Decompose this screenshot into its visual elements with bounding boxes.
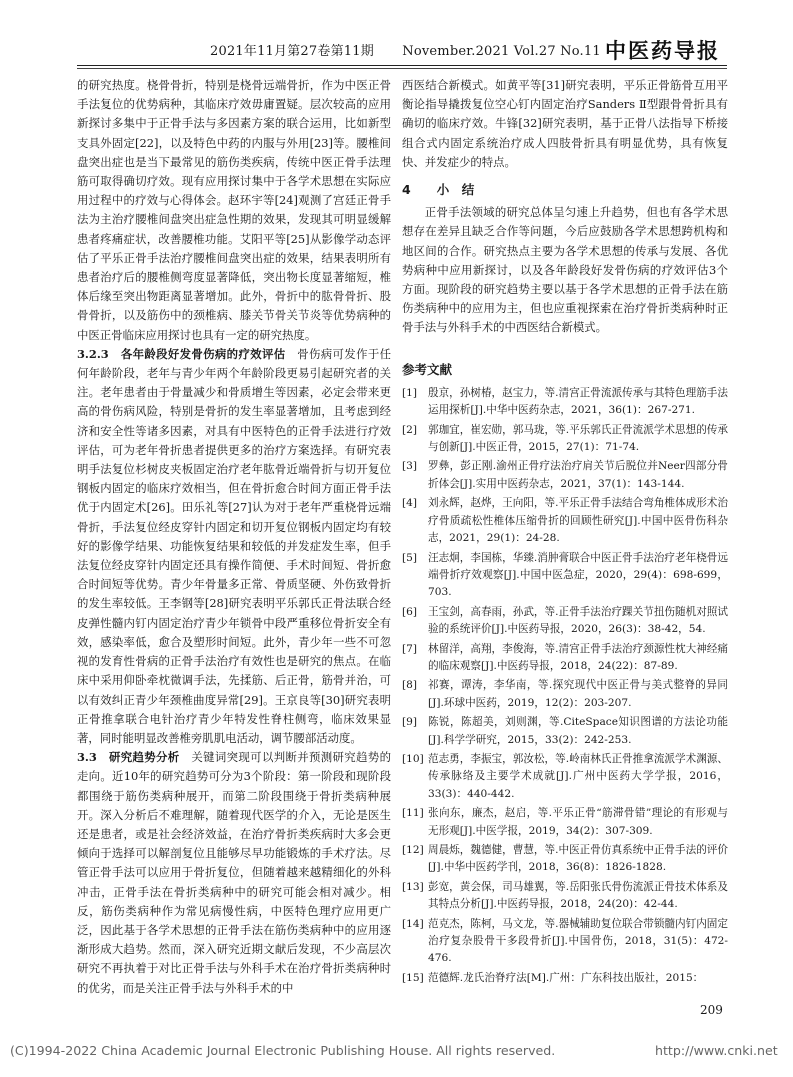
reference-item <box>402 751 728 803</box>
reference-item <box>402 604 728 639</box>
reference-text: 罗彝，彭正刚.渝州正骨疗法治疗肩关节后脱位并Neer四部分骨折体会[J].实用中医药杂志，2021，37(1)：143-144. <box>428 460 728 490</box>
reference-number: [13] <box>402 880 424 893</box>
reference-number: [8] <box>402 679 418 692</box>
reference-number: [15] <box>402 971 424 984</box>
subsection-heading: 3.2.3 各年龄段好发骨伤病的疗效评估 <box>77 346 286 361</box>
references-heading: 参考文献 <box>402 361 453 377</box>
journal-logo: 中医药导报 <box>605 39 720 63</box>
reference-number: [1] <box>402 386 418 399</box>
reference-item <box>402 805 728 840</box>
reference-item <box>402 677 728 712</box>
reference-number: [9] <box>402 716 418 729</box>
cnki-link[interactable]: http://www.cnki.net <box>655 1043 778 1058</box>
summary-paragraph: 正骨手法领域的研究总体呈匀速上升趋势，但也有各学术思想存在差异且缺乏合作等问题，今后应鼓励各学术思想跨机构和地区间的合作。研究热点主要为各学术思想的传承与发展、各优势病种中应用新探讨，以及各年龄段好发骨伤病的疗效评估3个方面。现阶段的研究趋势主要以基于各学术思想的正骨手法在筋伤类病种中的应用为主，但也应重视探索在治疗骨折类病种时正骨手法与外科手术的中西医结合新模式。 <box>402 205 728 335</box>
reference-item <box>402 422 728 457</box>
right-column <box>402 76 728 989</box>
subsection-heading: 3.3 研究趋势分析 <box>77 750 180 765</box>
reference-number: [4] <box>402 497 418 510</box>
page-header <box>0 0 793 68</box>
header-rule <box>77 65 727 66</box>
reference-item <box>402 550 728 602</box>
reference-item <box>402 916 728 968</box>
header-rule-thin <box>77 68 727 69</box>
reference-number: [7] <box>402 642 418 655</box>
issue-info <box>210 40 625 59</box>
reference-number: [5] <box>402 551 418 564</box>
reference-item <box>402 385 728 420</box>
issue-date-en: November.2021 Vol.27 No.11 <box>402 44 601 59</box>
page-number: 209 <box>700 1003 723 1017</box>
reference-text: 范克杰，陈柯，马文龙，等.器械辅助复位联合带锁髓内钉内固定治疗复杂股骨干多段骨折[J].中国骨伤，2018，31(5)：472-476. <box>428 917 728 965</box>
reference-item <box>402 458 728 493</box>
reference-text: 彭宽，黄会保，司马雄翼，等.岳阳张氏骨伤流派正骨技术体系及其特点分析[J].中医药导报，2018，24(20)：42-44. <box>428 880 728 911</box>
reference-item <box>402 879 728 914</box>
reference-text: 范德辉.龙氏治脊疗法[M].广州：广东科技出版社，2015： <box>428 971 704 984</box>
reference-text: 祁赛，谭涛，李华南，等.探究现代中医正骨与美式整脊的异同[J].环球中医药，2019，12(2)：203-207. <box>428 679 728 709</box>
reference-text: 张向东，廉杰，赵启，等.平乐正骨“筋滞骨错”理论的有形观与无形观[J].中医学报，2019，34(2)：307-309. <box>428 807 728 837</box>
reference-number: [11] <box>402 807 424 820</box>
issue-date-cn: 2021年11月第27卷第11期 <box>210 44 374 59</box>
copyright-text: (C)1994-2022 China Academic Journal Electronic Publishing House. All rights reserved. <box>10 1043 556 1058</box>
subsection-3-3 <box>77 748 391 998</box>
reference-number: [3] <box>402 460 418 473</box>
reference-number: [12] <box>402 844 424 856</box>
reference-text: 殷京，孙树椿，赵宝力，等.清宫正骨流派传承与其特色理筋手法运用探析[J].中华中医药杂志，2021，36(1)：267-271. <box>428 386 728 417</box>
reference-text: 刘永辉，赵烨，王向阳，等.平乐正骨手法结合弯角椎体成形术治疗骨质疏松性椎体压缩骨折的回顾性研究[J].中国中医骨伤科杂志，2021，29(1)：24-28. <box>428 497 728 545</box>
reference-text: 陈锐，陈超美，刘则渊，等.CiteSpace知识图谱的方法论功能[J].科学学研究，2015，33(2)：242-253. <box>428 716 728 746</box>
reference-number: [2] <box>402 423 418 436</box>
subsection-body: 关键词突现可以判断并预测研究趋势的走向。近10年的研究趋势可分为3个阶段：第一阶段和现阶段都围绕于筋伤类病种展开，而第二阶段围绕于骨折类病种展开。深入分析后不难理解，随着现代医学的介入，无论是医生还是患者，或是社会经济效益，在治疗骨折类疾病时大多会更倾向于选择可以解剖复位且能够尽早功能锻炼的手术疗法。尽管正骨手法可以应用于骨折复位，但随着越来越精细化的外科冲击，正骨手法在骨折类病种中的研究可能会相对减少。相反，筋伤类病种作为常见病慢性病，中医特色理疗应用更广泛，因此基于各学术思想的正骨手法在筋伤类病种中的应用逐渐形成大趋势。然而，深入研究近期文献后发现，不少高层次研究不再执着于对比正骨手法与外科手术在治疗骨折类病种时的优劣，而是关注正骨手法与外科手术的中 <box>77 750 391 995</box>
subsection-body: 骨伤病可发作于任何年龄阶段，老年与青少年两个年龄阶段更易引起研究者的关注。老年患者由于骨量减少和骨质增生等因素，必定会带来更高的骨伤病风险，特别是骨折的发生率显著增加，且考虑到经济和安全性等诸多因素，对具有中医特色的正骨手法进行疗效评估，可为老年骨折患者提供更多的治疗方案选择。有研究表明手法复位杉树皮夹板固定治疗老年肱骨近端骨折与切开复位钢板内固定的临床疗效相当，但在骨折愈合时间方面正骨手法优于内固定术[26]。田乐礼等[27]认为对于老年严重桡骨远端骨折，手法复位经皮穿针内固定和切开复位钢板内固定均有较好的影像学结果、功能恢复结果和较低的并发症发生率，但手法复位经皮穿针内固定还具有操作简便、手术时间短、骨折愈合时间短等优势。青少年骨量多正常、骨质坚硬、外伤致骨折的发生率较低。王李钢等[28]研究表明平乐郭氏正骨法联合经皮弹性髓内钉内固定治疗青少年锁骨中段严重移位骨折安全有效，感染率低，愈合及塑形时间短。此外，青少年一些不可忽视的发育性骨病的正骨手法治疗有效性也是研究的焦点。在临床中采用仰卧牵枕微调手法，先揉筋、后正骨，筋骨并治，可以有效纠正青少年颈椎曲度异常[29]。王京良等[30]研究表明正骨推拿联合电针治疗青少年特发性脊柱侧弯，临床效果显著，同时能明显改善椎旁肌肌电活动，调节腰部活动度。 <box>77 346 391 745</box>
reference-number: [10] <box>402 752 424 765</box>
reference-text: 林留洋，高翔，李俊海，等.清宫正骨手法治疗颈源性枕大神经痛的临床观察[J].中医药导报，2018，24(22)：87-89. <box>428 642 728 672</box>
paragraph: 的研究热度。桡骨骨折，特别是桡骨远端骨折，作为中医正骨手法复位的优势病种，其临床疗效毋庸置疑。层次较高的应用新探讨多集中于正骨手法与多因素方案的联合运用，比如新型支具外固定[22]，以及特色中药的内服与外用[23]等。腰椎间盘突出症也是当下最常见的筋伤类疾病，传统中医正骨手法理筋可取得确切疗效。现有应用探讨集中于各学术思想在实际应用过程中的疗效与心得体会。赵环宇等[24]观测了宫廷正骨手法为主治疗腰椎间盘突出症急性期的效果，发现其可明显缓解患者疼痛症状，改善腰椎功能。艾阳平等[25]从影像学动态评估了平乐正骨手法治疗腰椎间盘突出症的效果，结果表明所有患者治疗后的腰椎侧弯度显著降低，突出物长度显著缩短，椎体后缘至突出物距离显著增加。此外，骨折中的肱骨骨折、股骨骨折，以及筋伤中的颈椎病、膝关节骨关节炎等优势病种的中医正骨临床应用探讨也具有一定的研究热度。 <box>77 78 391 342</box>
reference-text: 范志勇，李振宝，郭汝松，等.岭南林氏正骨推拿流派学术渊源、传承脉络及主要学术成就[J].广州中医药大学学报，2016，33(3)：440-442. <box>428 752 728 800</box>
reference-number: [14] <box>402 917 424 930</box>
reference-item <box>402 842 728 877</box>
paragraph: 西医结合新模式。如黄平等[31]研究表明，平乐正骨筋骨互用平衡论指导撬拨复位空心钉内固定治疗Sanders Ⅱ型跟骨骨折具有确切的临床疗效。牛锋[32]研究表明，基于正骨八法指导下桥接组合式内固定系统治疗成人四肢骨折具有明显优势，具有恢复快、并发症少的特点。 <box>402 78 728 169</box>
reference-list <box>402 385 728 987</box>
reference-text: 周晨烁，魏德健，曹慧，等.中医正骨仿真系统中正骨手法的评价[J].中华中医药学刊，2018，36(8)：1826-1828. <box>428 844 728 874</box>
subsection-3-2-3 <box>77 345 391 748</box>
section-title: 小 结 <box>436 182 475 198</box>
reference-text: 王宝剑，高春雨，孙武，等.正骨手法治疗踝关节扭伤随机对照试验的系统评价[J].中医药导报，2020，26(3)：38-42，54. <box>428 605 728 636</box>
reference-number: [6] <box>402 605 418 618</box>
section-heading-4 <box>402 180 728 199</box>
reference-text: 郭珈宜，崔宏勋，郭马珑，等.平乐郭氏正骨流派学术思想的传承与创新[J].中医正骨，2015，27(1)：71-74. <box>428 423 728 454</box>
reference-item <box>402 641 728 676</box>
reference-item <box>402 495 728 547</box>
reference-item <box>402 970 728 987</box>
left-column <box>77 76 391 998</box>
reference-item <box>402 714 728 749</box>
section-number: 4 <box>402 182 411 198</box>
reference-text: 汪志炯，李国栋，华臻.消肿膏联合中医正骨手法治疗老年桡骨远端骨折疗效观察[J].中国中医急症，2020，29(4)：698-699，703. <box>428 551 728 599</box>
